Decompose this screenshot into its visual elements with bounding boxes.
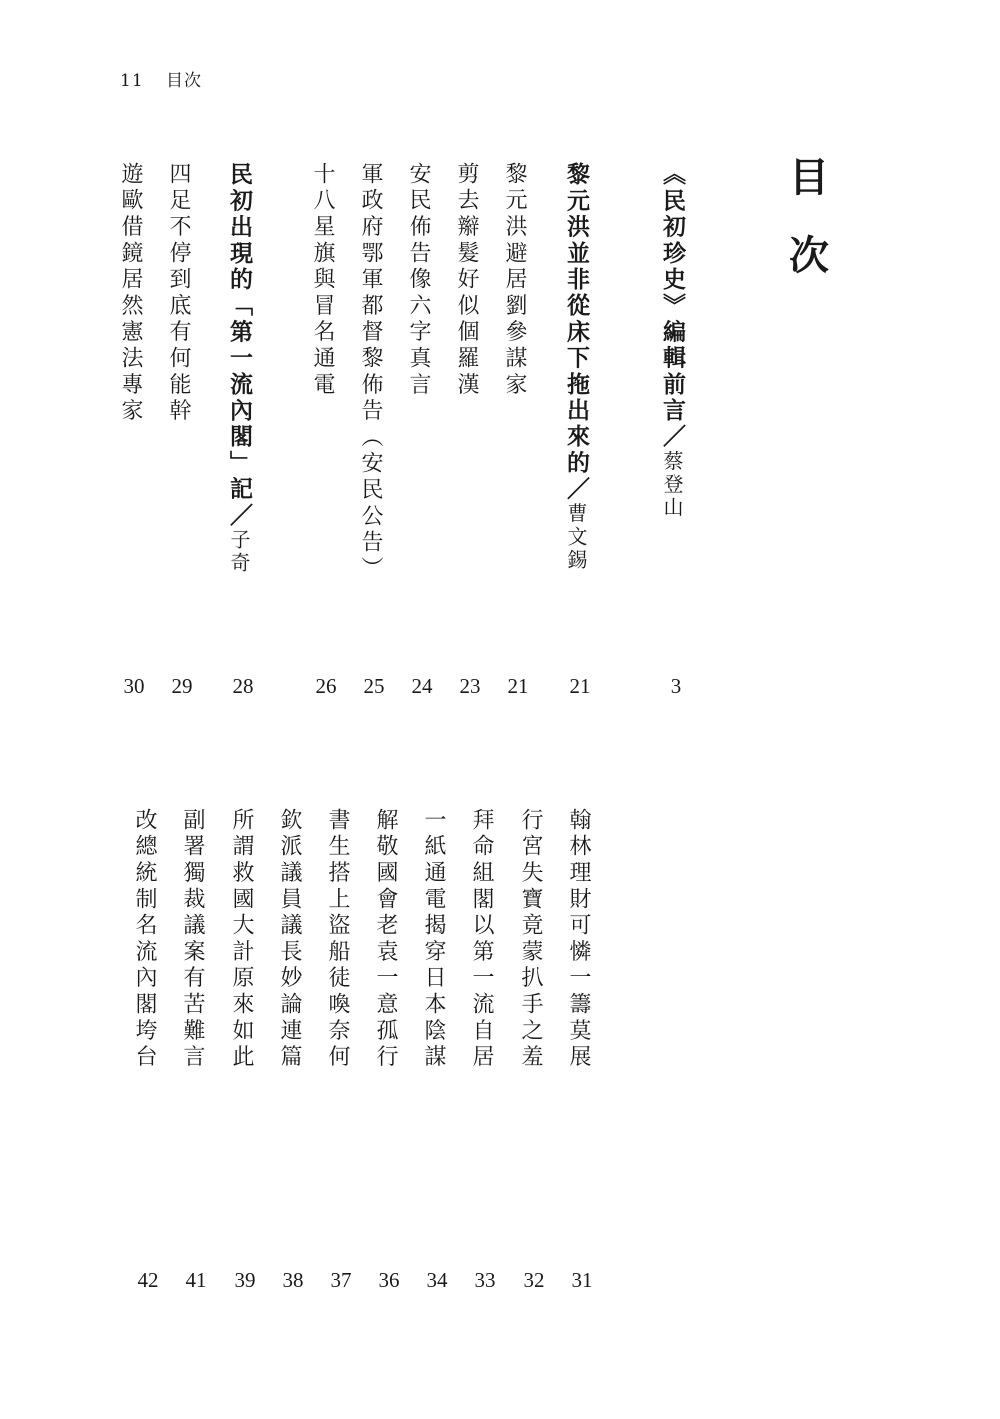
toc-entry-main: 剪去辮髮好似個羅漢 xyxy=(454,162,479,399)
toc-entry-main: 書生搭上盜船徒喚奈何 xyxy=(325,808,350,1071)
toc-entry-title xyxy=(470,808,492,1071)
toc-entry-main: 軍政府鄂軍都督黎佈告（安民公告） xyxy=(358,162,383,583)
toc-entry-title xyxy=(567,808,589,1071)
toc-entry xyxy=(181,0,211,1419)
toc-entry-page-number: 42 xyxy=(137,1268,159,1292)
toc-entry-main: 安民佈告像六字真言 xyxy=(406,162,431,399)
toc-entry-main: 遊歐借鏡居然憲法專家 xyxy=(118,162,143,425)
toc-entry-page-number: 28 xyxy=(232,674,254,698)
toc-entry-page-number: 23 xyxy=(459,674,481,698)
toc-entry xyxy=(567,0,597,1419)
toc-entry-author: 子奇 xyxy=(227,528,251,576)
toc-entry xyxy=(374,0,404,1419)
toc-entry-page-number: 39 xyxy=(234,1268,256,1292)
toc-entry-page-number: 21 xyxy=(569,674,591,698)
toc-entry-page-number: 33 xyxy=(474,1268,496,1292)
toc-entry-title xyxy=(519,808,541,1071)
page-title xyxy=(786,155,832,279)
toc-entry-page-number: 30 xyxy=(123,674,145,698)
toc-entry-separator: ／ xyxy=(659,424,686,451)
toc-entry-main: 黎元洪並非從床下拖出來的 xyxy=(563,162,590,477)
toc-entry xyxy=(230,0,260,1419)
toc-entry-page-number: 37 xyxy=(330,1268,352,1292)
toc-entry-author: 蔡登山 xyxy=(660,450,684,520)
toc-entry-title xyxy=(661,162,684,520)
toc-entry-title xyxy=(181,808,203,1071)
toc-entry-page-number: 26 xyxy=(315,674,337,698)
toc-entry-page-number: 29 xyxy=(171,674,193,698)
toc-entry xyxy=(422,0,452,1419)
toc-entry-main: 行宮失寶竟蒙扒手之羞 xyxy=(518,808,543,1071)
toc-entry-title xyxy=(278,808,300,1071)
toc-entry xyxy=(326,0,356,1419)
toc-entry xyxy=(278,0,308,1419)
toc-entry-main: 黎元洪避居劉參謀家 xyxy=(502,162,527,399)
toc-entry-page-number: 36 xyxy=(378,1268,400,1292)
toc-entry-main: 拜命組閣以第一流自居 xyxy=(469,808,494,1071)
toc-entry-page-number: 25 xyxy=(363,674,385,698)
toc-entry-page-number: 41 xyxy=(185,1268,207,1292)
toc-entry-page-number: 3 xyxy=(670,674,682,698)
toc-entry-page-number: 21 xyxy=(507,674,529,698)
toc-entry xyxy=(470,0,500,1419)
toc-entry-title xyxy=(374,808,396,1071)
toc-entry-page-number: 38 xyxy=(282,1268,304,1292)
toc-entry-main: 欽派議員議長妙論連篇 xyxy=(277,808,302,1071)
toc-entry xyxy=(519,0,549,1419)
toc-entry-main: 所謂救國大計原來如此 xyxy=(229,808,254,1071)
toc-entry-main: 民初出現的「第一流內閣」記 xyxy=(226,162,253,503)
page-title-char: 次 xyxy=(789,233,829,279)
toc-entry-main: 改總統制名流內閣垮台 xyxy=(132,808,157,1071)
toc-entry-title xyxy=(230,808,252,1071)
toc-entry-title xyxy=(422,808,444,1071)
header-page-number: 11 xyxy=(120,71,144,91)
header-title: 目次 xyxy=(166,71,203,91)
toc-entry-main: 一紙通電揭穿日本陰謀 xyxy=(421,808,446,1071)
toc-entry-main: 解敬國會老袁一意孤行 xyxy=(373,808,398,1071)
toc-entry-main: 翰林理財可憐一籌莫展 xyxy=(566,808,591,1071)
toc-entry-main: 四足不停到底有何能幹 xyxy=(166,162,191,425)
toc-entry-page-number: 31 xyxy=(571,1268,593,1292)
toc-entry-title xyxy=(133,808,155,1071)
toc-entry-separator: ／ xyxy=(226,502,253,529)
toc-entry xyxy=(133,0,163,1419)
page-title-char: 目 xyxy=(789,155,829,201)
toc-entry-main: 《民初珍史》編輯前言 xyxy=(659,162,686,424)
toc-entry-title xyxy=(326,808,348,1071)
toc-entry-author: 曹文錫 xyxy=(564,502,588,573)
toc-entry-page-number: 24 xyxy=(411,674,433,698)
toc-entry-main: 副署獨裁議案有苦難言 xyxy=(180,808,205,1071)
toc-entry-page-number: 32 xyxy=(523,1268,545,1292)
toc-entry-main: 十八星旗與冒名通電 xyxy=(310,162,335,399)
toc-entry-separator: ／ xyxy=(563,476,590,503)
toc-entry xyxy=(661,0,691,1419)
toc-entry-page-number: 34 xyxy=(426,1268,448,1292)
